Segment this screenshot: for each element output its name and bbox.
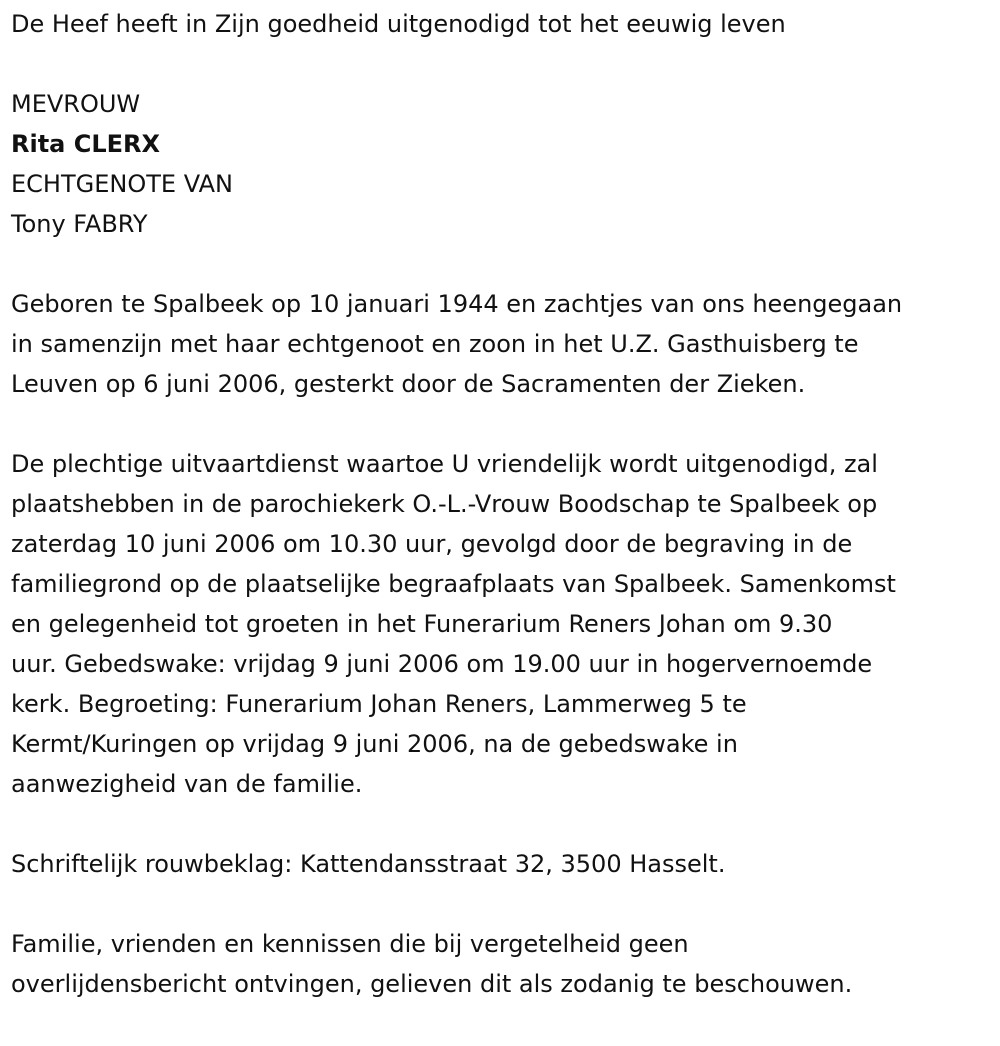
closing-paragraph — [11, 924, 991, 1004]
paragraph-line: Familie, vrienden en kennissen die bij vergetelheid geen — [11, 930, 689, 958]
spacer — [11, 404, 991, 444]
relation-line: ECHTGENOTE VAN — [11, 170, 233, 198]
birth-paragraph — [11, 284, 991, 404]
spacer — [11, 804, 991, 844]
spacer — [11, 884, 991, 924]
intro-line: De Heef heeft in Zijn goedheid uitgenodigd tot het eeuwig leven — [11, 10, 786, 38]
paragraph-line: familiegrond op de plaatselijke begraafplaats van Spalbeek. Samenkomst — [11, 570, 896, 598]
paragraph-line: aanwezigheid van de familie. — [11, 770, 363, 798]
spouse-name: Tony FABRY — [11, 210, 148, 238]
paragraph-line: kerk. Begroeting: Funerarium Johan Reners, Lammerweg 5 te — [11, 690, 747, 718]
spacer — [11, 44, 991, 84]
paragraph-line: Kermt/Kuringen op vrijdag 9 juni 2006, na de gebedswake in — [11, 730, 738, 758]
paragraph-line: overlijdensbericht ontvingen, gelieven dit als zodanig te beschouwen. — [11, 970, 853, 998]
condolence-line: Schriftelijk rouwbeklag: Kattendansstraat 32, 3500 Hasselt. — [11, 850, 726, 878]
paragraph-line: en gelegenheid tot groeten in het Funerarium Reners Johan om 9.30 — [11, 610, 833, 638]
service-paragraph — [11, 444, 991, 804]
deceased-name: Rita CLERX — [11, 130, 161, 158]
paragraph-line: Leuven op 6 juni 2006, gesterkt door de Sacramenten der Zieken. — [11, 370, 806, 398]
paragraph-line: Geboren te Spalbeek op 10 januari 1944 en zachtjes van ons heengegaan — [11, 290, 903, 318]
obituary-document — [11, 4, 991, 1004]
paragraph-line: De plechtige uitvaartdienst waartoe U vriendelijk wordt uitgenodigd, zal — [11, 450, 878, 478]
paragraph-line: zaterdag 10 juni 2006 om 10.30 uur, gevolgd door de begraving in de — [11, 530, 853, 558]
paragraph-line: in samenzijn met haar echtgenoot en zoon in het U.Z. Gasthuisberg te — [11, 330, 859, 358]
spacer — [11, 244, 991, 284]
paragraph-line: uur. Gebedswake: vrijdag 9 juni 2006 om 19.00 uur in hogervernoemde — [11, 650, 873, 678]
paragraph-line: plaatshebben in de parochiekerk O.-L.-Vrouw Boodschap te Spalbeek op — [11, 490, 878, 518]
title-line: MEVROUW — [11, 90, 141, 118]
